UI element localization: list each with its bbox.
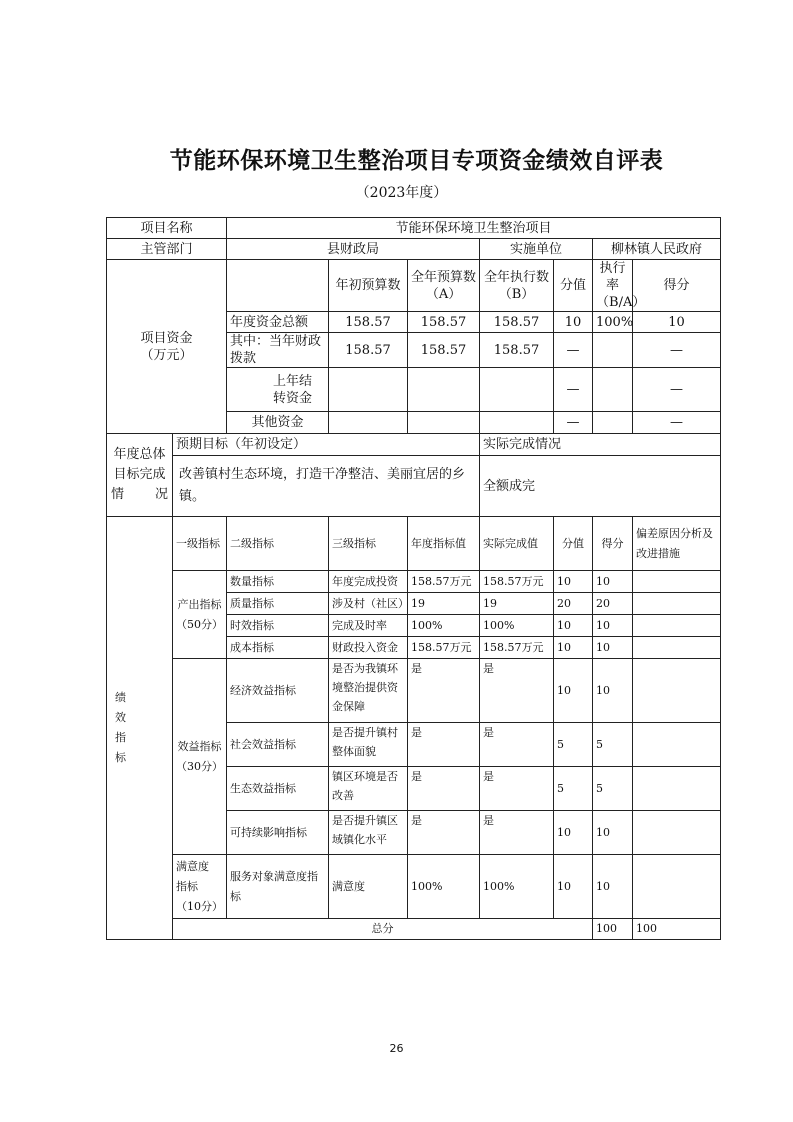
actual-cell: 是	[480, 811, 554, 855]
funds-label-line1: 项目资金	[140, 330, 193, 346]
reason-cell	[633, 571, 721, 593]
group-output	[173, 571, 227, 659]
actual-cell: 是	[480, 767, 554, 811]
l2-cell: 生态效益指标	[227, 767, 329, 811]
funds-header: 得分	[633, 260, 721, 312]
goals-expected-text: 改善镇村生态环境，打造干净整洁、美丽宜居的乡镇。	[173, 456, 480, 517]
l3-cell: 年度完成投资	[329, 571, 408, 593]
funds-cell	[593, 368, 633, 412]
funds-row-label: 年度资金总额	[227, 312, 329, 333]
l3-cell: 镇区环境是否改善	[329, 767, 408, 811]
funds-cell	[408, 368, 480, 412]
performance-label-text: 绩效指标	[115, 691, 126, 764]
funds-header: 分值	[554, 260, 593, 312]
funds-cell: —	[633, 333, 721, 368]
target-cell: 158.57万元	[408, 637, 480, 659]
score-cell: 20	[593, 593, 633, 615]
group-benefit	[173, 659, 227, 855]
target-cell: 是	[408, 811, 480, 855]
target-cell: 100%	[408, 615, 480, 637]
l3-cell: 是否为我镇环境整治提供资金保障	[329, 659, 408, 723]
funds-cell: —	[633, 412, 721, 434]
actual-cell: 19	[480, 593, 554, 615]
funds-cell: 100%	[593, 312, 633, 333]
value-cell: 10	[554, 615, 593, 637]
score-cell: 5	[593, 767, 633, 811]
goals-actual-label: 实际完成情况	[480, 434, 721, 456]
header-level1: 一级指标	[173, 517, 227, 571]
funds-row-label: 上年结转资金	[227, 368, 329, 412]
funds-label	[107, 260, 227, 434]
l2-cell: 成本指标	[227, 637, 329, 659]
project-name-value: 节能环保环境卫生整治项目	[227, 218, 721, 239]
funds-label-line2: （万元）	[140, 347, 193, 363]
actual-cell: 158.57万元	[480, 637, 554, 659]
funds-cell: 158.57	[408, 312, 480, 333]
header-level3: 三级指标	[329, 517, 408, 571]
header-target: 年度指标值	[408, 517, 480, 571]
funds-cell: 10	[554, 312, 593, 333]
funds-cell: 158.57	[329, 312, 408, 333]
funds-header: 全年预算数（A）	[408, 260, 480, 312]
value-cell: 5	[554, 767, 593, 811]
funds-cell	[593, 333, 633, 368]
reason-cell	[633, 637, 721, 659]
funds-row-label: 其他资金	[227, 412, 329, 434]
funds-header: 全年执行数（B）	[480, 260, 554, 312]
l3-cell: 满意度	[329, 855, 408, 919]
funds-cell: —	[554, 333, 593, 368]
funds-cell	[329, 412, 408, 434]
funds-header: 执行率（B/A）	[593, 260, 633, 312]
actual-cell: 是	[480, 723, 554, 767]
l3-cell: 是否提升镇区域镇化水平	[329, 811, 408, 855]
target-cell: 158.57万元	[408, 571, 480, 593]
funds-header-blank	[227, 260, 329, 312]
group-points: （10分）	[176, 899, 223, 913]
actual-cell: 100%	[480, 615, 554, 637]
funds-cell	[408, 412, 480, 434]
total-value: 100	[593, 919, 633, 940]
score-cell: 10	[593, 571, 633, 593]
page-number: 26	[389, 1042, 404, 1055]
header-score: 得分	[593, 517, 633, 571]
funds-cell	[480, 412, 554, 434]
funds-cell	[593, 412, 633, 434]
funds-cell: 158.57	[480, 312, 554, 333]
document-title: 节能环保环境卫生整治项目专项资金绩效自评表	[169, 148, 664, 174]
performance-label	[107, 517, 173, 940]
funds-row-label: 其中：当年财政拨款	[227, 333, 329, 368]
target-cell: 100%	[408, 855, 480, 919]
value-cell: 10	[554, 637, 593, 659]
l3-cell: 财政投入资金	[329, 637, 408, 659]
group-name: 满意度指标	[176, 859, 209, 893]
l3-cell: 完成及时率	[329, 615, 408, 637]
target-cell: 19	[408, 593, 480, 615]
header-reason: 偏差原因分析及改进措施	[633, 517, 721, 571]
l3-cell: 涉及村（社区）	[329, 593, 408, 615]
actual-cell: 100%	[480, 855, 554, 919]
funds-header: 年初预算数	[329, 260, 408, 312]
funds-cell: 10	[633, 312, 721, 333]
funds-cell: —	[633, 368, 721, 412]
l2-cell: 服务对象满意度指标	[227, 855, 329, 919]
group-points: （50分）	[176, 617, 223, 631]
reason-cell	[633, 615, 721, 637]
evaluation-table	[106, 217, 721, 940]
value-cell: 20	[554, 593, 593, 615]
total-label: 总分	[173, 919, 593, 940]
reason-cell	[633, 659, 721, 723]
reason-cell	[633, 593, 721, 615]
target-cell: 是	[408, 767, 480, 811]
actual-cell: 是	[480, 659, 554, 723]
target-cell: 是	[408, 659, 480, 723]
funds-cell: —	[554, 412, 593, 434]
score-cell: 10	[593, 811, 633, 855]
group-satisfaction	[173, 855, 227, 919]
l2-cell: 时效指标	[227, 615, 329, 637]
l2-cell: 数量指标	[227, 571, 329, 593]
group-points: （30分）	[176, 759, 223, 773]
document-subtitle: （2023年度）	[355, 185, 448, 201]
funds-cell: 158.57	[480, 333, 554, 368]
l2-cell: 经济效益指标	[227, 659, 329, 723]
l3-cell: 是否提升镇村整体面貌	[329, 723, 408, 767]
goals-actual-text: 全额成完	[480, 456, 721, 517]
group-name: 产出指标	[177, 597, 222, 611]
l2-cell: 可持续影响指标	[227, 811, 329, 855]
funds-cell: —	[554, 368, 593, 412]
impl-label: 实施单位	[480, 239, 593, 260]
reason-cell	[633, 767, 721, 811]
target-cell: 是	[408, 723, 480, 767]
funds-cell	[329, 368, 408, 412]
dept-label: 主管部门	[107, 239, 227, 260]
actual-cell: 158.57万元	[480, 571, 554, 593]
impl-value: 柳林镇人民政府	[593, 239, 721, 260]
value-cell: 10	[554, 659, 593, 723]
dept-value: 县财政局	[227, 239, 480, 260]
l2-cell: 社会效益指标	[227, 723, 329, 767]
goals-expected-label: 预期目标（年初设定）	[173, 434, 480, 456]
value-cell: 10	[554, 571, 593, 593]
score-cell: 10	[593, 659, 633, 723]
l2-cell: 质量指标	[227, 593, 329, 615]
funds-cell: 158.57	[329, 333, 408, 368]
goals-label: 年度总体目标完成情况	[107, 434, 173, 517]
reason-cell	[633, 855, 721, 919]
total-score: 100	[633, 919, 721, 940]
reason-cell	[633, 811, 721, 855]
group-name: 效益指标	[177, 739, 222, 753]
project-name-label: 项目名称	[107, 218, 227, 239]
score-cell: 10	[593, 615, 633, 637]
score-cell: 10	[593, 855, 633, 919]
funds-cell	[480, 368, 554, 412]
reason-cell	[633, 723, 721, 767]
funds-cell: 158.57	[408, 333, 480, 368]
header-score-value: 分值	[554, 517, 593, 571]
value-cell: 10	[554, 855, 593, 919]
value-cell: 5	[554, 723, 593, 767]
value-cell: 10	[554, 811, 593, 855]
header-actual: 实际完成值	[480, 517, 554, 571]
score-cell: 10	[593, 637, 633, 659]
header-level2: 二级指标	[227, 517, 329, 571]
score-cell: 5	[593, 723, 633, 767]
